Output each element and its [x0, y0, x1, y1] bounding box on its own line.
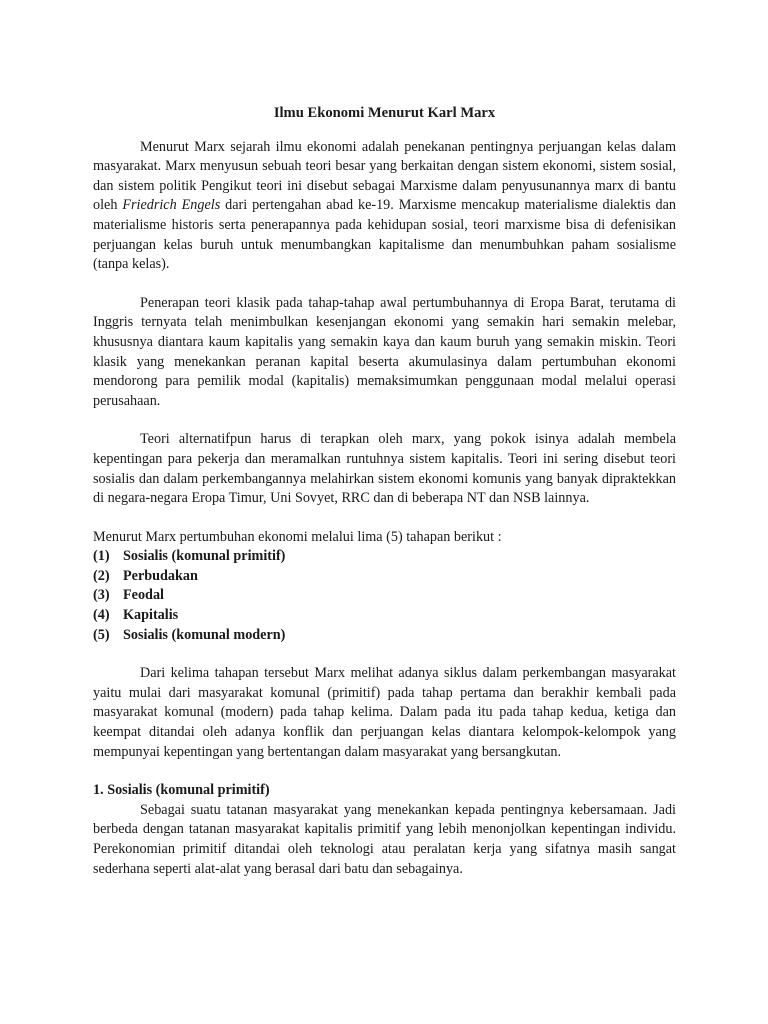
stages-list [93, 547, 676, 645]
section-heading-primitive: 1. Sosialis (komunal primitif) [93, 782, 270, 799]
stage-number: (1) [93, 548, 110, 565]
stage-item [93, 626, 676, 646]
stage-number: (4) [93, 607, 110, 624]
document-page [93, 104, 676, 879]
stage-number: (3) [93, 587, 110, 604]
document-title: Ilmu Ekonomi Menurut Karl Marx [273, 105, 496, 121]
stage-label: Sosialis (komunal primitif) [123, 548, 286, 565]
paragraph-classical-theory: Penerapan teori klasik pada tahap-tahap awal pertumbuhannya di Eropa Barat, terutama di Inggris ternyata telah menimbulkan kesenjangan ekonomi yang semakin hari semakin melebar, khususnya diantara kaum kapitalis yang semakin kaya dan kaum buruh yang semakin miskin. Teori klasik yang menekankan peranan kapital beserta akumulasinya dalam pertumbuhan ekonomi mendorong para pemilik modal (kapitalis) memaksimumkan penggunaan modal melalui operasi perusahaan. [93, 294, 676, 409]
stages-intro: Menurut Marx pertumbuhan ekonomi melalui lima (5) tahapan berikut : [93, 528, 502, 545]
stage-item [93, 567, 676, 587]
paragraph-intro-italic-name: Friedrich Engels [122, 197, 221, 214]
stage-label: Perbudakan [123, 567, 198, 584]
stage-number: (5) [93, 626, 110, 643]
paragraph-intro-text-1: Menurut Marx sejarah ilmu ekonomi adalah penekanan pentingnya perjuangan kelas dalam masyarakat. Marx menyusun sebuah teori besar yang berkaitan dengan sistem ekonomi, sistem sosial, dan sistem politik Pengikut teori ini disebut sebagai Marxisme dalam penyusunannya marx di bantu oleh [93, 138, 676, 214]
paragraph-cycle: Dari kelima tahapan tersebut Marx melihat adanya siklus dalam perkembangan masyarakat yaitu mulai dari masyarakat komunal (primitif) pada tahap pertama dan berakhir kembali pada masyarakat komunal (modern) pada tahap kelima. Dalam pada itu pada tahap kedua, ketiga dan keempat ditandai oleh adanya konflik dan perjuangan kelas diantara kelompok-kelompok yang mempunyai kepentingan yang bertentangan dalam masyarakat yang bersangkutan. [93, 665, 676, 760]
paragraph-primitive-society: Sebagai suatu tatanan masyarakat yang menekankan kepada pentingnya kebersamaan. Jadi berbeda dengan tatanan masyarakat kapitalis primitif yang lebih menonjolkan kepentingan individu. Perekonomian primitif ditandai oleh teknologi atau peralatan kerja yang sifatnya masih sangat sederhana seperti alat-alat yang berasal dari batu dan sebagainya. [93, 801, 676, 877]
stage-item [93, 606, 676, 626]
paragraph-alternative-theory: Teori alternatifpun harus di terapkan oleh marx, yang pokok isinya adalah membela kepentingan para pekerja dan meramalkan runtuhnya sistem kapitalis. Teori ini sering disebut teori sosialis dan dalam perkembangannya melahirkan sistem ekonomi komunis yang banyak dipraktekkan di negara-negara Eropa Timur, Uni Sovyet, RRC dan di beberapa NT dan NSB lainnya. [93, 431, 676, 507]
stage-item [93, 586, 676, 606]
stage-label: Kapitalis [123, 607, 179, 624]
stage-item [93, 547, 676, 567]
stage-label: Sosialis (komunal modern) [123, 626, 286, 643]
paragraph-intro [93, 138, 676, 275]
stage-number: (2) [93, 567, 110, 584]
stage-label: Feodal [123, 587, 164, 604]
paragraph-intro-text-2: dari pertengahan abad ke-19. Marxisme mencakup materialisme dialektis dan materialisme historis serta penerapannya pada kehidupan sosial, teori marxisme bisa di defenisikan perjuangan kelas buruh untuk menumbangkan kapitalisme dan menumbuhkan paham sosialisme (tanpa kelas). [93, 197, 676, 273]
